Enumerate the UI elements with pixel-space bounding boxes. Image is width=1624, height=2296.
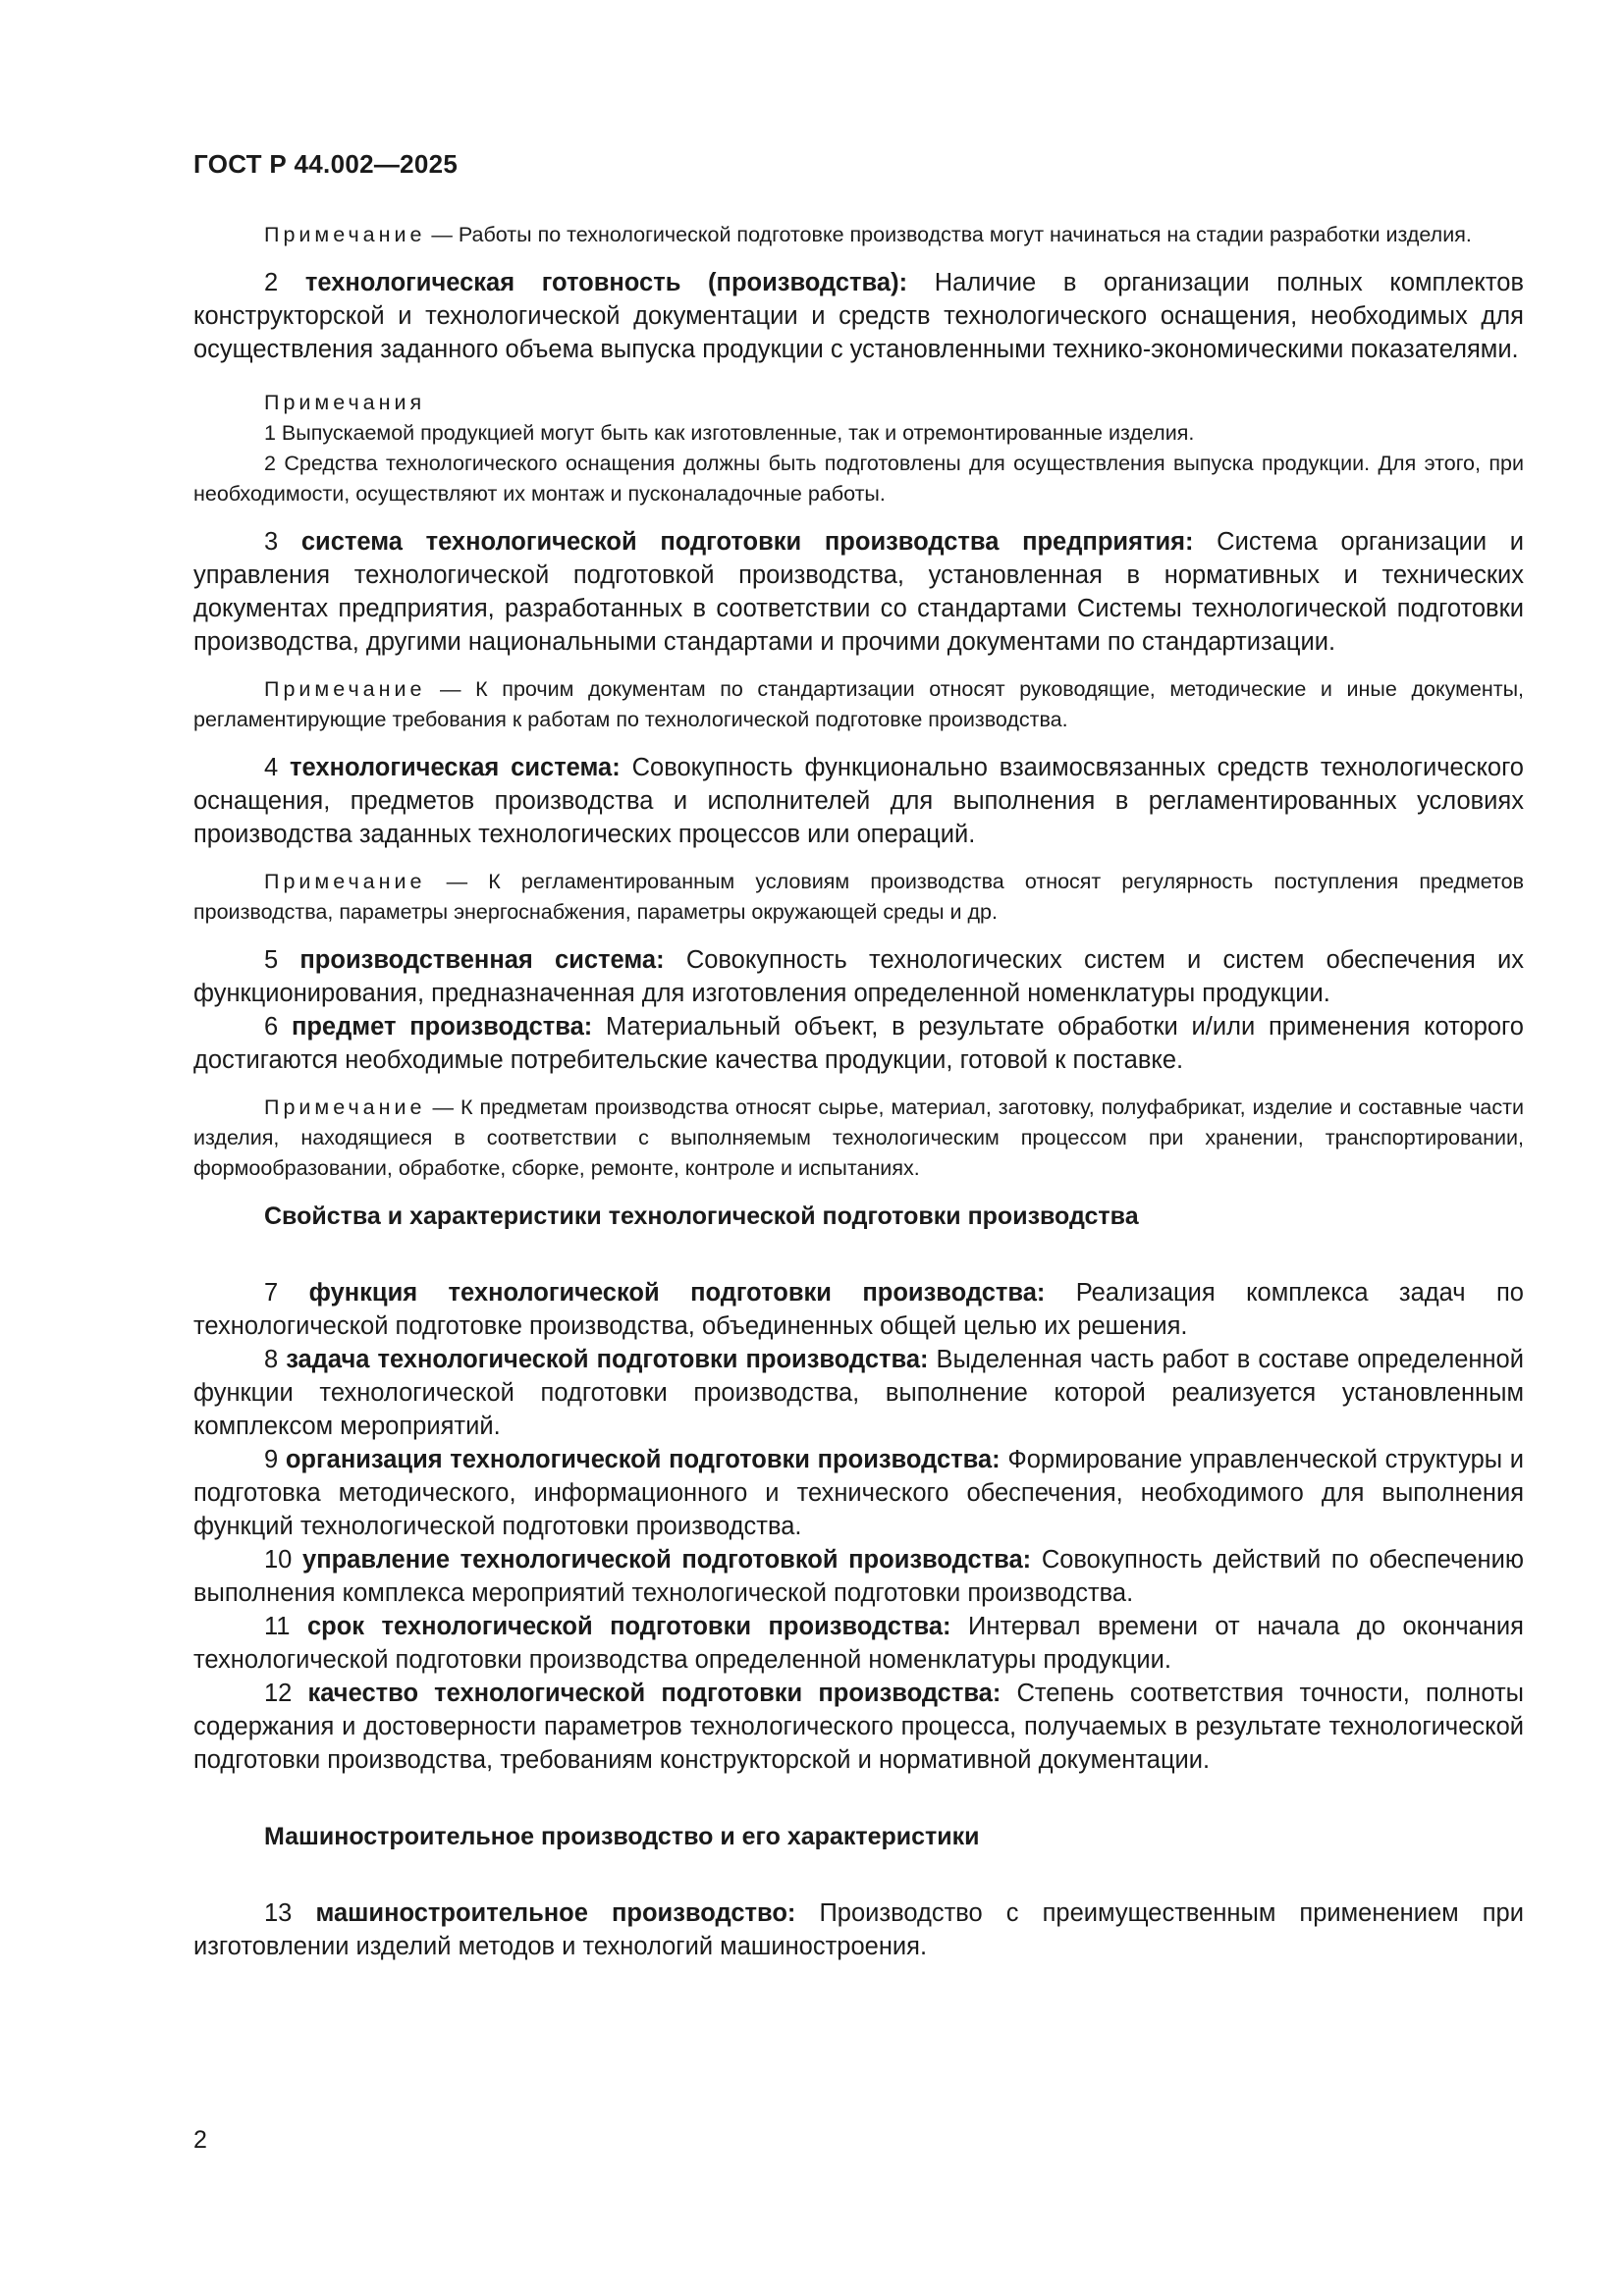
term-title: машиностроительное производство: <box>315 1899 796 1927</box>
term-entry-10 <box>193 1543 1524 1610</box>
term-title: технологическая готовность (производства): <box>304 269 908 296</box>
note-dash: — <box>425 870 489 893</box>
term-number: 9 <box>264 1446 279 1473</box>
term-entry-5 <box>193 943 1524 1010</box>
note-item-1: 1 Выпускаемой продукцией могут быть как изготовленные, так и отремонтированные изделия. <box>264 421 1195 445</box>
term-definition: Материальный объект, в результате обработки и/или применения которого достигаются необходимые потребительские качества продукции, готовой к поставке. <box>193 1013 1524 1074</box>
term-number: 7 <box>264 1279 279 1307</box>
term-number: 10 <box>264 1546 293 1574</box>
section-heading: Свойства и характеристики технологической подготовки производства <box>264 1202 1139 1230</box>
term-definition: Реализация комплекса задач по технологической подготовке производства, объединенных общей целью их решения. <box>193 1279 1524 1340</box>
term-entry-3 <box>193 525 1524 659</box>
note-paragraph <box>193 867 1524 928</box>
term-title: управление технологической подготовкой производства: <box>302 1546 1032 1574</box>
term-number: 11 <box>264 1613 291 1640</box>
notes-heading: Примечания <box>264 391 426 414</box>
term-entry-12 <box>193 1677 1524 1777</box>
term-number: 13 <box>264 1899 293 1927</box>
note-dash: — <box>425 223 459 246</box>
term-entry-2 <box>193 266 1524 366</box>
term-definition: Совокупность функционально взаимосвязанных средств технологического оснащения, предметов производства и исполнителей для выполнения в регламентированных условиях производства заданных технологических процессов или операций. <box>193 754 1524 848</box>
note-paragraph <box>193 674 1524 735</box>
term-title: технологическая система: <box>290 754 621 781</box>
term-definition: Производство с преимущественным применением при изготовлении изделий методов и технологий машиностроения. <box>193 1899 1524 1960</box>
term-definition: Интервал времени от начала до окончания технологической подготовки производства определенной номенклатуры продукции. <box>193 1613 1524 1674</box>
term-title: система технологической подготовки производства предприятия: <box>300 528 1194 556</box>
document-header: ГОСТ Р 44.002—2025 <box>193 149 459 179</box>
term-title: организация технологической подготовки производства: <box>285 1446 1001 1473</box>
term-title: предмет производства: <box>291 1013 593 1041</box>
term-title: функция технологической подготовки производства: <box>308 1279 1046 1307</box>
term-number: 4 <box>264 754 279 781</box>
note-paragraph <box>193 1093 1524 1184</box>
note-text: К предметам производства относят сырье, материал, заготовку, полуфабрикат, изделие и составные части изделия, находящиеся в соответствии с выполняемым технологическим процессом при хранении, транспортировании, формообразовании, обработке, сборке, ремонте, контроле и испытаниях. <box>193 1095 1524 1180</box>
document-body <box>193 220 1524 1963</box>
term-number: 12 <box>264 1680 293 1707</box>
note-paragraph <box>193 220 1524 250</box>
term-title: срок технологической подготовки производства: <box>306 1613 951 1640</box>
note-text: К регламентированным условиям производства относят регулярность поступления предметов производства, параметры энергоснабжения, параметры окружающей среды и др. <box>193 870 1525 924</box>
term-entry-7 <box>193 1276 1524 1343</box>
note-label: Примечание <box>264 677 426 701</box>
term-title: производственная система: <box>299 946 665 974</box>
note-label: Примечание <box>264 870 426 893</box>
term-entry-11 <box>193 1610 1524 1677</box>
term-entry-13 <box>193 1896 1524 1963</box>
term-number: 5 <box>264 946 279 974</box>
term-definition: Совокупность технологических систем и систем обеспечения их функционирования, предназначенная для изготовления определенной номенклатуры продукции. <box>193 946 1524 1007</box>
note-text: Работы по технологической подготовке производства могут начинаться на стадии разработки изделия. <box>458 223 1472 246</box>
term-number: 8 <box>264 1346 279 1373</box>
note-dash: — <box>425 1095 460 1119</box>
term-entry-4 <box>193 751 1524 851</box>
term-entry-6 <box>193 1010 1524 1077</box>
term-number: 2 <box>264 269 279 296</box>
note-label: Примечание <box>264 1095 426 1119</box>
term-definition: Наличие в организации полных комплектов конструкторской и технологической документации и средств технологического оснащения, необходимых для осуществления заданного объема выпуска продукции с установленными технико-экономическими показателями. <box>193 269 1524 363</box>
note-label: Примечание <box>264 223 426 246</box>
page-number: 2 <box>193 2126 207 2154</box>
note-text: К прочим документам по стандартизации относят руководящие, методические и иные документы, регламентирующие требования к работам по технологической подготовке производства. <box>193 677 1524 731</box>
term-entry-8 <box>193 1343 1524 1443</box>
term-entry-9 <box>193 1443 1524 1543</box>
term-definition: Степень соответствия точности, полноты содержания и достоверности параметров технологического процесса, получаемых в результате технологической подготовки производства, требованиям конструкторской и нормативной документации. <box>193 1680 1524 1774</box>
note-dash: — <box>425 677 476 701</box>
note-item-2: 2 Средства технологического оснащения должны быть подготовлены для осуществления выпуска продукции. Для этого, при необходимости, осуществляют их монтаж и пусконаладочные работы. <box>193 452 1524 506</box>
term-definition: Система организации и управления технологической подготовкой производства, установленная в нормативных и технических документах предприятия, разработанных в соответствии со стандартами Системы технологической подготовки производства, другими национальными стандартами и прочими документами по стандартизации. <box>193 528 1524 656</box>
term-definition: Формирование управленческой структуры и подготовка методического, информационного и технического обеспечения, необходимого для выполнения функций технологической подготовки производства. <box>193 1446 1524 1540</box>
term-number: 6 <box>264 1013 279 1041</box>
section-heading: Машиностроительное производство и его характеристики <box>264 1823 980 1850</box>
term-title: качество технологической подготовки производства: <box>307 1680 1001 1707</box>
term-definition: Выделенная часть работ в составе определенной функции технологической подготовки производства, выполнение которой реализуется установленным комплексом мероприятий. <box>193 1346 1524 1440</box>
term-definition: Совокупность действий по обеспечению выполнения комплекса мероприятий технологической подготовки производства. <box>193 1546 1524 1607</box>
term-number: 3 <box>264 528 279 556</box>
term-title: задача технологической подготовки производства: <box>286 1346 929 1373</box>
